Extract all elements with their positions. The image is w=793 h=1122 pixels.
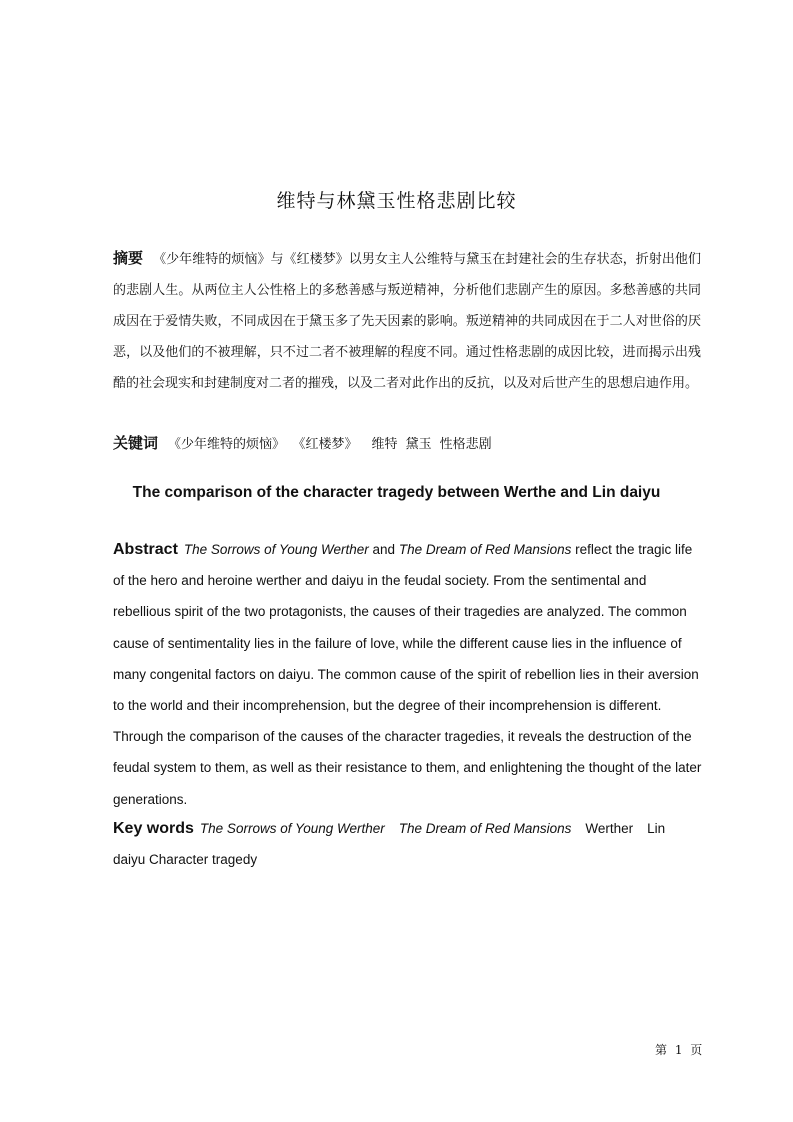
english-title: The comparison of the character tragedy between Werthe and Lin daiyu	[132, 484, 661, 501]
english-abstract-text: reflect the tragic life of the hero and heroine werther and daiyu in the feudal society. From the sentimental and rebellious spirit of the two protagonists, the causes of their tragedies are analyzed. The common cause of sentimentality lies in the failure of love, while the different cause lies in the influence of many congenital factors on daiyu. The common cause of the spirit of rebellion lies in their aversion to the world and their incomprehension, but the degree of their incomprehension is different. Through the comparison of the causes of the character tragedies, it reveals the destruction of the feudal system to them, as well as their resistance to them, and enlightening the thought of the later generations.	[113, 542, 702, 807]
english-keywords-label: Key words	[113, 820, 194, 837]
chinese-abstract-label: 摘要	[113, 249, 144, 267]
english-keyword: Lin daiyu Character tragedy	[113, 821, 666, 868]
page-number: 第 1 页	[655, 1043, 705, 1057]
chinese-keyword: 《少年维特的烦恼》	[168, 437, 286, 452]
chinese-keyword: 性格悲剧	[439, 437, 492, 452]
chinese-keyword: 黛玉	[405, 437, 432, 452]
english-abstract	[113, 534, 705, 815]
chinese-keywords-label: 关键词	[113, 434, 159, 452]
english-keyword: Werther	[585, 821, 634, 836]
chinese-abstract-text: 《少年维特的烦恼》与《红楼梦》以男女主人公维特与黛玉在封建社会的生存状态，折射出他们的悲剧人生。从两位主人公性格上的多愁善感与叛逆精神，分析他们悲剧产生的原因。多愁善感的共同成因在于爱情失败，不同成因在于黛玉多了先天因素的影响。叛逆精神的共同成因在于二人对世俗的厌恶，以及他们的不被理解，只不过二者不被理解的程度不同。通过性格悲剧的成因比较，进而揭示出残酷的社会现实和封建制度对二者的摧残，以及二者对此作出的反抗，以及对后世产生的思想启迪作用。	[113, 252, 701, 391]
chinese-abstract	[113, 243, 701, 399]
english-keyword: The Dream of Red Mansions	[398, 821, 572, 836]
english-abstract-book1: The Sorrows of Young Werther	[183, 542, 369, 557]
chinese-keyword: 《红楼梦》	[299, 437, 358, 452]
chinese-title: 维特与林黛玉性格悲剧比较	[276, 190, 517, 212]
chinese-keyword: 维特	[371, 437, 398, 452]
english-abstract-label: Abstract	[113, 541, 178, 558]
english-abstract-book2: The Dream of Red Mansions	[398, 542, 572, 557]
english-keywords	[113, 813, 693, 875]
chinese-keywords	[113, 428, 701, 460]
english-keyword: The Sorrows of Young Werther	[199, 821, 385, 836]
english-abstract-connector: and	[372, 542, 396, 557]
